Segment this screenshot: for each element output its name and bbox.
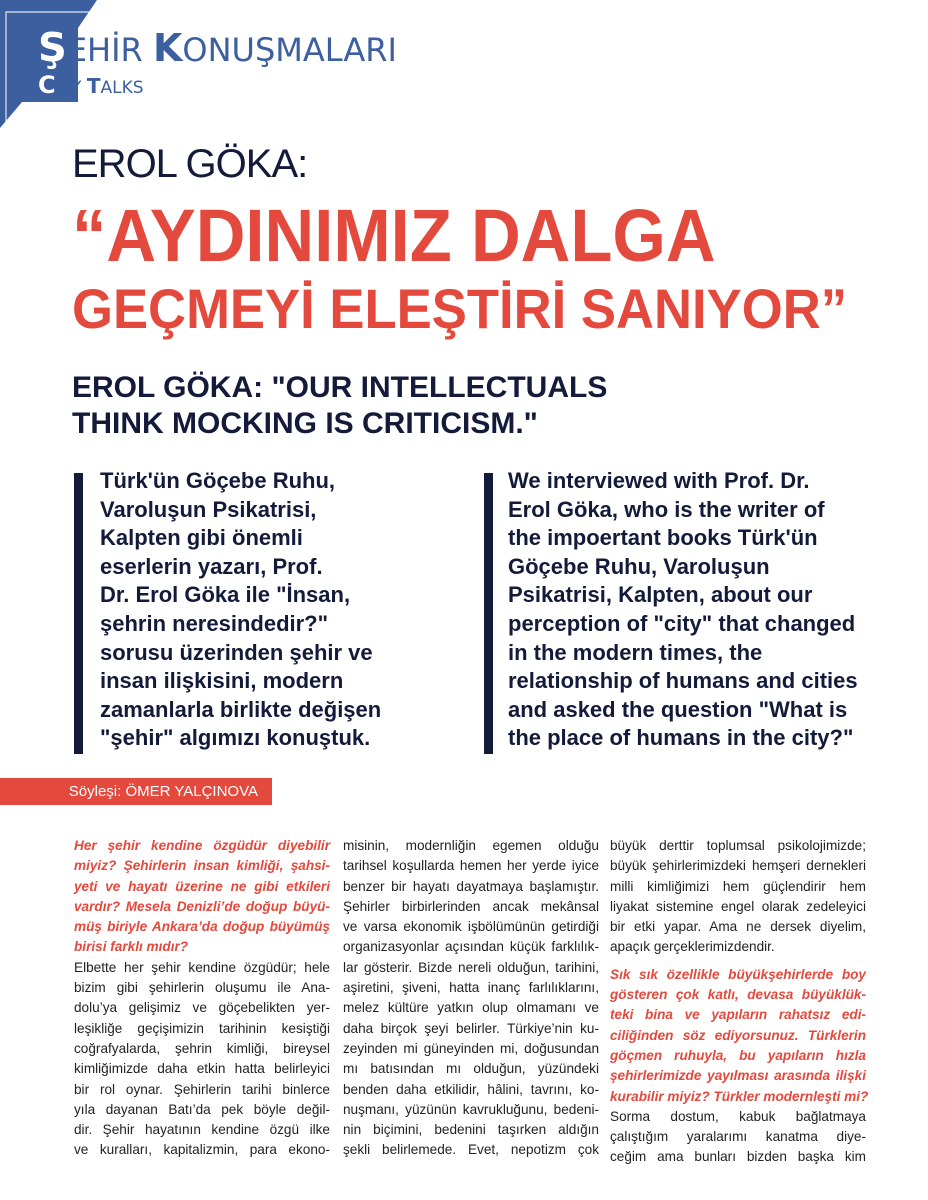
text-line: çalıştığım yaralarımı kanatma diye- [610,1129,866,1145]
text-line: ve varsa ekonomik işbölümünün getirdiği [343,919,599,935]
section-title-english [38,71,144,99]
text-line: vardır? Mesela Denizli’de doğup büyü- [74,898,330,914]
text-line: coğrafyalarda, şehrin kimliği, bireysel [74,1040,330,1056]
text-line: birisi farklı mıdır? [74,939,189,955]
lead-text [100,467,480,753]
text-line: Göçebe Ruhu, Varoluşun [508,553,770,579]
text-line: şehrin neresindedir?" [100,610,329,636]
text-line: Kalpten gibi önemli [100,525,303,551]
interview-question [610,965,869,1107]
lead-accent-bar [74,473,83,754]
logo-text-part: ONUŞMALARI [182,31,397,69]
text-line: the impoertant books Türk'ün [508,525,818,551]
text-line: Psikatrisi, Kalpten, about our [508,582,813,608]
interview-answer [74,958,330,1161]
text-line: tarihsel koşullarda hemen her yerde iyice [343,858,599,874]
article-headline [72,196,872,342]
text-line: benzer bir hayatı dayatmaya başlamıştır. [343,878,599,894]
text-line: Türk'ün Göçebe Ruhu, [100,468,336,493]
text-line: zamanlarla birlikte değişen [100,696,382,722]
text-line: şehirlerimizde yayılması arasında ilişki [610,1068,866,1084]
text-line: liyakat sistemine engel olarak zedeleyici [610,898,866,914]
body-column-1 [74,836,330,1161]
logo-text-part: T [86,74,101,98]
text-line: apaçık gerçeklerimizdendir. [610,939,775,955]
text-line: Dr. Erol Göka ile "İnsan, [100,582,351,608]
text-line: the place of humans in the city?" [508,725,854,751]
logo-initial-c: C [38,71,56,99]
logo-initial-s: Ş [38,25,67,71]
logo-text-part: K [152,26,183,70]
text-line: zeyinden mi güneyinden mi, doğusundan [343,1040,599,1056]
headline-line-1: “AYDINIMIZ DALGA [72,194,716,277]
text-line: müş biriyle Ankara’da doğup büyümüş [74,919,330,935]
text-line: ve kuralları, kapitalizmin, para ekono- [74,1142,330,1158]
logo-text-part: EHİR [66,31,153,69]
body-column-2 [343,836,599,1161]
text-line: nuşmanı, yüzünün kavrukluğunu, bedeni- [343,1101,599,1117]
text-line: Varoluşun Psikatrisi, [100,496,317,522]
interview-answer [610,1107,866,1168]
interview-answer [610,836,866,958]
article-kicker: EROL GÖKA: [72,142,308,186]
subhead-line-2: THINK MOCKING IS CRITICISM." [72,407,538,440]
text-line: lar gösterir. Bizde nereli olduğun, tarihini, [343,959,599,975]
text-line: kurabilir miyiz? Türkler modernleşti mi? [610,1088,869,1104]
text-line: Elbette her şehir kendine özgüdür; hele [74,959,330,975]
text-line: daha birçok şeyi belirler. Türkiye’nin ku- [343,1020,599,1036]
text-line: melez kültüre yatkın olup olmamanı ve [343,1000,599,1016]
text-line: bir etki yapar. Ama ne dersek diyelim, [610,919,866,935]
text-line: yeti ve hayatı üzerine ne gibi etkileri [74,878,330,894]
text-line: ciliğinden söz ediyorsunuz. Türklerin [610,1027,866,1043]
text-line: Her şehir kendine özgüdür diyebilir [74,838,330,853]
text-line: sorusu üzerinden şehir ve [100,639,373,665]
logo-text-part: ITY [55,78,87,98]
text-line: Şehirler birbirlerinden ancak mekânsal [343,898,599,914]
text-line: ceğim ama bunları bizden başka kim [610,1149,866,1165]
text-line: insan ilişkisini, modern [100,668,344,694]
interview-answer [343,836,599,1161]
text-line: büyük şehirlerimizdeki hemşeri dernekleri [610,858,866,874]
text-line: dir. Şehir hayatının kendine özgü ilke [74,1122,330,1138]
text-line: gösteren çok katlı, devasa büyüklük- [610,987,866,1003]
text-line: eserlerin yazarı, Prof. [100,553,323,579]
text-line: in the modern times, the [508,639,763,665]
section-title-turkish [38,25,397,71]
text-line: yıla dayanan Batı’da pek böyle değil- [74,1101,330,1117]
text-line: dolu’ya gelişimiz ve göçebelikten yer- [74,1000,330,1016]
text-line: Erol Göka, who is the writer of [508,496,825,522]
text-line: göçmen ruhuyla, bu yapıların hızla [610,1047,866,1063]
text-line: organizasyonlar açısından küçük farklılık- [343,939,599,955]
text-line: "şehir" algımızı konuştuk. [100,725,371,751]
text-line: leşikliğe geçişimizin tarihinin kesiştiği [74,1020,330,1036]
text-line: perception of "city" that changed [508,610,856,636]
text-line: We interviewed with Prof. Dr. [508,468,810,493]
text-line: aşiretini, şiveni, hatta inanç farlılıklarını, [343,980,599,996]
text-line: teki bina ve yapıların rahatsız edi- [610,1007,866,1023]
text-line: mı batısından mı olduğun, yüzündeki [343,1061,599,1077]
lead-accent-bar [484,473,493,754]
text-line: nin biçimini, bedenini taşırken aldığın [343,1122,599,1138]
text-line: Sık sık özellikle büyükşehirlerde boy [610,966,866,982]
interview-byline: Söyleşi: ÖMER YALÇINOVA [0,778,272,805]
logo-text-part: ALKS [100,78,144,98]
text-line: büyük derttir toplumsal psikolojimizde; [610,838,866,853]
text-line: şekli belirlemede. Evet, nepotizm çok [343,1142,599,1158]
body-column-3 [610,836,869,1168]
text-line: benden daha etkilidir, hâlini, tavrını, ko- [343,1081,599,1097]
subhead-line-1: EROL GÖKA: "OUR INTELLECTUALS [72,371,608,404]
text-line: milli kimliğimizi hem güçlendirir hem [610,878,866,894]
text-line: kimliğimizde daha etkin hatta belirleyici [74,1061,330,1077]
text-line: Sorma dostum, kabuk bağlatmaya [610,1108,866,1124]
text-line: bir rol oynar. Şehirlerin tarihi binlerce [74,1081,330,1097]
text-line: bizim gibi şehirlerin oluşumu ile Ana- [74,980,330,996]
headline-line-2: GEÇMEYİ ELEŞTİRİ SANIYOR” [72,277,848,340]
article-subhead-english [72,370,607,442]
text-line: misinin, modernliğin egemen olduğu [343,838,599,853]
text-line: miyiz? Şehirlerin insan kimliği, şahsi- [74,858,330,874]
text-line: relationship of humans and cities [508,668,858,694]
text-line: and asked the question "What is [508,696,848,722]
interview-question [74,836,330,958]
lead-text [508,467,928,753]
